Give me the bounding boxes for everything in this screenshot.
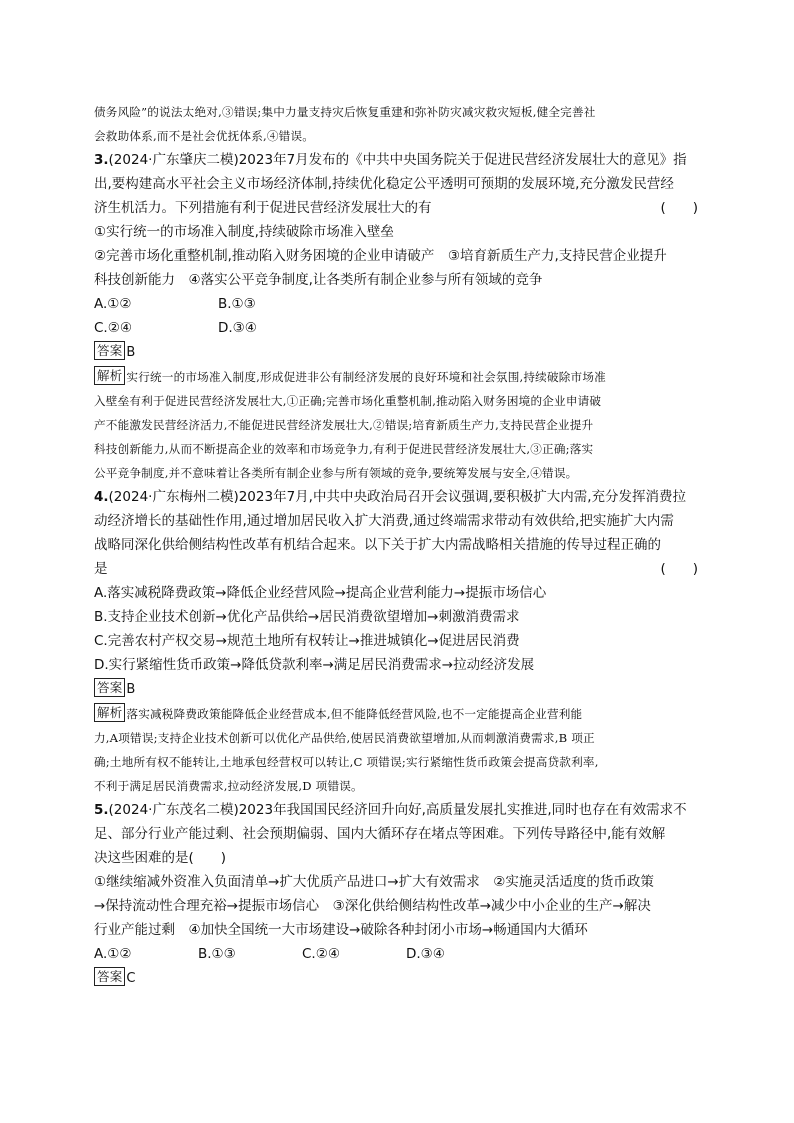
explanation-3: [94, 365, 700, 485]
options-row: [94, 942, 700, 966]
answer-3: [94, 340, 700, 365]
question-stem-line: 决这些困难的是( ): [94, 850, 227, 866]
prev-explanation-line: 债务风险”的说法太绝对,③错误;集中力量支持灾后恢复重建和弥补防灾减灾救灾短板,健全完善社: [94, 105, 596, 119]
question-number: 5.: [94, 802, 109, 818]
answer-tag: 答案: [94, 341, 125, 360]
statement-item: 科技创新能力 ④落实公平竞争制度,让各类所有制企业参与所有领域的竞争: [94, 272, 543, 288]
answer-value: C: [126, 971, 136, 986]
question-stem-line: 是: [94, 561, 108, 577]
answer-tag: 答案: [94, 967, 125, 986]
answer-tag: 答案: [94, 678, 125, 697]
answer-blank: ( ): [660, 561, 698, 577]
question-stem-line: 战略同深化供给侧结构性改革有机结合起来。以下关于扩大内需战略相关措施的传导过程正确的: [94, 537, 661, 553]
question-stem-line: 动经济增长的基础性作用,通过增加居民收入扩大消费,通过终端需求带动有效供给,把实施扩大内需: [94, 513, 674, 529]
options-row: [94, 316, 700, 340]
answer-blank: ( ): [660, 200, 698, 216]
explanation-line: 公平竞争制度,并不意味着让各类所有制企业参与所有领域的竞争,要统筹发展与安全,④错误。: [94, 466, 578, 480]
question-3: [94, 148, 700, 340]
option-b: B.①③: [198, 946, 236, 962]
explanation-line: 产不能激发民营经济活力,不能促进民营经济发展壮大,②错误;培育新质生产力,支持民营企业提升: [94, 418, 594, 432]
explanation-4: [94, 702, 700, 798]
document-page: [94, 96, 700, 991]
statement-item: ①继续缩减外资准入负面清单→扩大优质产品进口→扩大有效需求 ②实施灵活适度的货币政策: [94, 874, 654, 890]
question-number: 3.: [94, 152, 109, 168]
option-a: A.①②: [94, 296, 132, 312]
question-4: [94, 485, 700, 677]
explanation-line: 确;土地所有权不能转让,土地承包经营权可以转让,C 项错误;实行紧缩性货币政策会提高贷款利率,: [94, 755, 599, 769]
option-c: C.②④: [302, 946, 340, 962]
option-a: A.落实减税降费政策→降低企业经营风险→提高企业营利能力→提振市场信心: [94, 585, 547, 601]
question-5: [94, 798, 700, 966]
option-d: D.③④: [218, 320, 257, 336]
question-stem-line: (2024·广东茂名二模)2023年我国国民经济回升向好,高质量发展扎实推进,同时也存在有效需求不: [108, 802, 687, 818]
explanation-line: 不利于满足居民消费需求,拉动经济发展,D 项错误。: [94, 779, 363, 793]
option-a: A.①②: [94, 946, 132, 962]
question-stem-line: (2024·广东肇庆二模)2023年7月发布的《中共中央国务院关于促进民营经济发展壮大的意见》指: [108, 152, 687, 168]
option-b: B.支持企业技术创新→优化产品供给→居民消费欲望增加→刺激消费需求: [94, 609, 520, 625]
prev-explanation-line: 会救助体系,而不是社会优抚体系,④错误。: [94, 129, 315, 143]
explanation-tag: 解析: [94, 703, 125, 722]
prev-explanation: [94, 100, 700, 148]
question-stem-line: (2024·广东梅州二模)2023年7月,中共中央政治局召开会议强调,要积极扩大内需,充分发挥消费拉: [108, 489, 687, 505]
option-c: C.②④: [94, 320, 132, 336]
statement-item: →保持流动性合理充裕→提振市场信心 ③深化供给侧结构性改革→减少中小企业的生产→解决: [94, 898, 651, 914]
answer-value: B: [126, 682, 136, 697]
explanation-tag: 解析: [94, 366, 125, 385]
question-stem-line: 济生机活力。下列措施有利于促进民营经济发展壮大的有: [94, 200, 432, 216]
explanation-line: 实行统一的市场准入制度,形成促进非公有制经济发展的良好环境和社会氛围,持续破除市场准: [126, 370, 606, 384]
option-c: C.完善农村产权交易→规范土地所有权转让→推进城镇化→促进居民消费: [94, 633, 520, 649]
statement-item: 行业产能过剩 ④加快全国统一大市场建设→破除各种封闭小市场→畅通国内大循环: [94, 922, 588, 938]
answer-4: [94, 677, 700, 702]
explanation-line: 力,A项错误;支持企业技术创新可以优化产品供给,使居民消费欲望增加,从而刺激消费需求,B 项正: [94, 731, 595, 745]
explanation-line: 科技创新能力,从而不断提高企业的效率和市场竞争力,有利于促进民营经济发展壮大,③正确;落实: [94, 442, 594, 456]
question-number: 4.: [94, 489, 109, 505]
option-b: B.①③: [218, 296, 256, 312]
statement-item: ②完善市场化重整机制,推动陷入财务困境的企业申请破产 ③培育新质生产力,支持民营企业提升: [94, 248, 667, 264]
option-d: D.实行紧缩性货币政策→降低贷款利率→满足居民消费需求→拉动经济发展: [94, 657, 535, 673]
question-stem-line: 出,要构建高水平社会主义市场经济体制,持续优化稳定公平透明可预期的发展环境,充分激发民营经: [94, 176, 674, 192]
explanation-line: 落实减税降费政策能降低企业经营成本,但不能降低经营风险,也不一定能提高企业营利能: [126, 707, 583, 721]
statement-item: ①实行统一的市场准入制度,持续破除市场准入壁垒: [94, 224, 394, 240]
answer-value: B: [126, 345, 136, 360]
question-stem-line: 足、部分行业产能过剩、社会预期偏弱、国内大循环存在堵点等困难。下列传导路径中,能有效解: [94, 826, 666, 842]
options-row: [94, 292, 700, 316]
option-d: D.③④: [406, 946, 445, 962]
answer-5: [94, 966, 700, 991]
explanation-line: 入壁垒有利于促进民营经济发展壮大,①正确;完善市场化重整机制,推动陷入财务困境的企业申请破: [94, 394, 602, 408]
